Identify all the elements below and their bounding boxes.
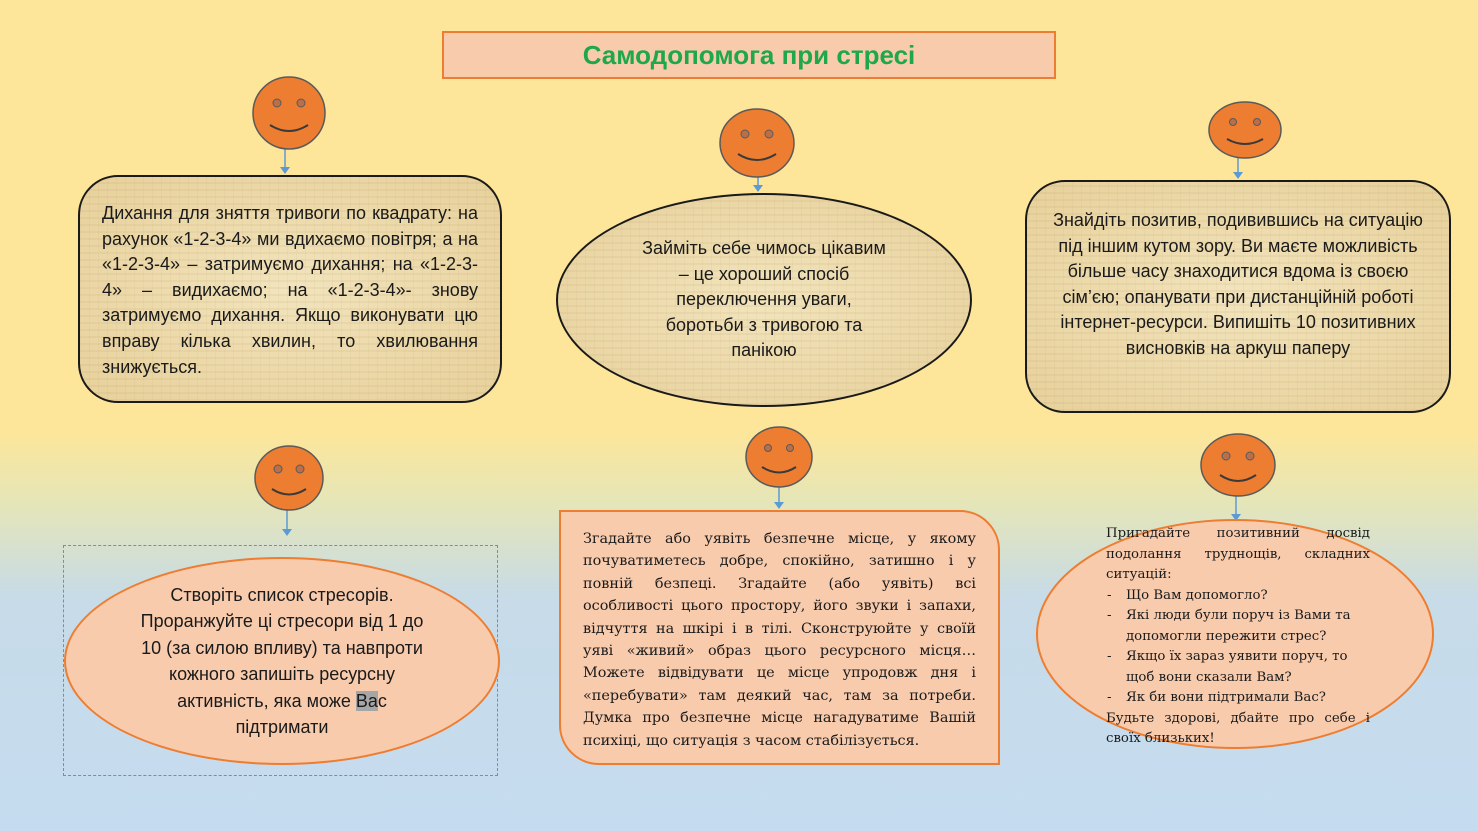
list-item: - Як би вони підтримали Вас?	[1106, 688, 1370, 709]
card-positive-experience-text	[1106, 524, 1370, 750]
page-title: Самодопомога при стресі	[442, 31, 1056, 79]
smiley-face-icon	[718, 107, 796, 179]
card-text: Займіть себе чимось цікавим – це хороший спосіб переключення уваги, боротьби з тривогою та панікою	[642, 238, 886, 361]
card-text: Знайдіть позитив, подивившись на ситуацію під іншим кутом зору. Ви маєте можливість більше часу знаходитися вдома із своєю сім’єю; опанувати при дистанційній роботі інтернет-ресурси. Випишіть 10 позитивних висновків на аркуш паперу	[1053, 210, 1423, 358]
question-list	[1106, 586, 1370, 709]
card-stressor-list	[64, 557, 500, 765]
connector-arrow-3	[1232, 158, 1244, 180]
card-text: Створіть список стресорів. Проранжуйте ці стресори від 1 до 10 (за силою впливу) та навпроти кожного запишіть ресурсну активність, яка може Вас підтримати	[140, 584, 424, 737]
list-item: - Що Вам допомогло?	[1106, 586, 1370, 607]
card-text: Згадайте або уявіть безпечне місце, у якому почуватиметесь добре, спокійно, затишно і у повній безпеці. Згадайте (або уявіть) всі особливості цього простору, його звуки і запахи, відчуття на шкірі і в тілі. Сконструюйте у своїй уяві «живий» образ цього ресурсного місця… Можете відвідувати це місце упродовж дня і «перебувати» там деякий час, там за потреби. Думка про безпечне місце нагадуватиме Вашій психіці, що ситуація з часом стабілізується.	[583, 531, 976, 749]
card-find-positive	[1025, 180, 1451, 413]
card-outro: Будьте здорові, дбайте про себе і своїх близьких!	[1106, 710, 1370, 746]
list-item: - Якщо їх зараз уявити поруч, то щоб вони сказали Вам?	[1106, 647, 1370, 688]
list-item: - Які люди були поруч із Вами та допомогли пережити стрес?	[1106, 606, 1370, 647]
smiley-face-icon	[1199, 432, 1277, 498]
smiley-face-icon	[253, 444, 325, 512]
connector-arrow-1	[279, 147, 291, 175]
card-square-breathing	[78, 175, 502, 403]
connector-arrow-4	[281, 509, 293, 537]
connector-arrow-6	[1230, 495, 1242, 522]
card-safe-place	[559, 510, 1000, 765]
smiley-face-icon	[744, 425, 814, 489]
smiley-face-icon	[1207, 100, 1283, 160]
smiley-face-icon	[251, 75, 327, 151]
highlighted-text: Ва	[355, 690, 378, 711]
card-text: Дихання для зняття тривоги по квадрату: на рахунок «1-2-3-4» ми вдихаємо повітря; а на «1-2-3-4» – затримуємо дихання; на «1-2-3-4» – видихаємо; на «1-2-3-4»- знову затримуємо дихання. Якщо виконувати цю вправу кілька хвилин, то хвилювання знижується.	[102, 203, 478, 377]
card-distraction	[556, 193, 972, 407]
card-intro: Пригадайте позитивний досвід подолання труднощів, складних ситуацій:	[1106, 526, 1370, 582]
